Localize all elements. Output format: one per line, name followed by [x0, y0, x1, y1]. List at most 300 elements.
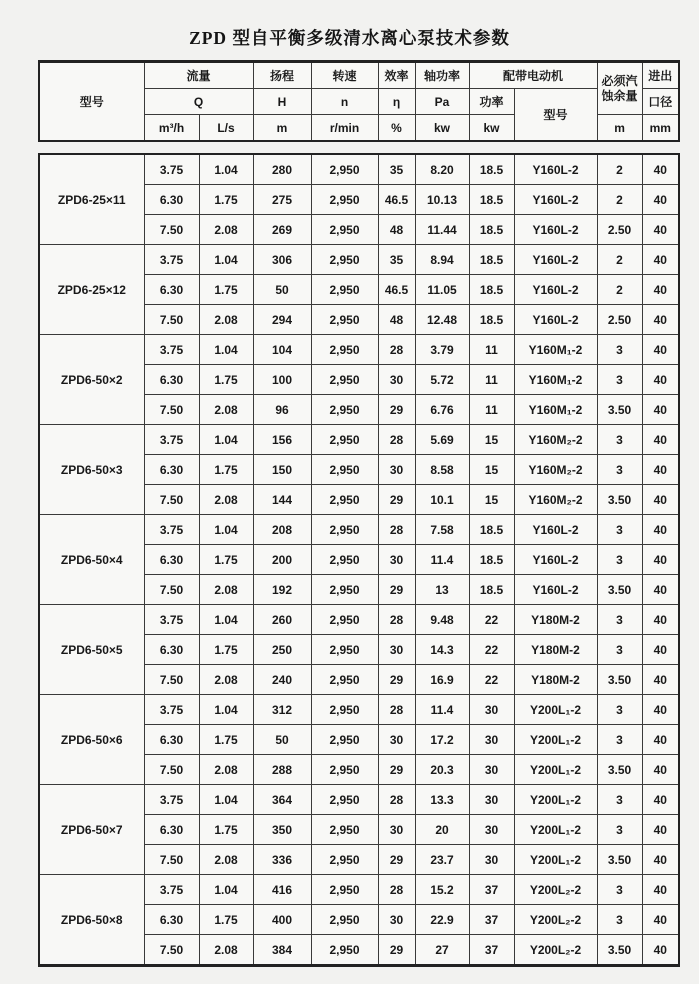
header-table [38, 60, 680, 142]
col-header-flow-symbol: Q [144, 89, 253, 115]
cell-npsh: 2 [597, 154, 642, 185]
cell-motor-model: Y180M-2 [514, 635, 597, 665]
cell-port-diameter: 40 [642, 605, 679, 635]
cell-shaft-power: 14.3 [415, 635, 469, 665]
cell-motor-power: 15 [469, 425, 514, 455]
cell-head-m: 416 [253, 875, 311, 905]
cell-head-m: 384 [253, 935, 311, 966]
cell-efficiency: 29 [378, 395, 415, 425]
cell-flow-ls: 1.04 [199, 875, 253, 905]
cell-npsh: 3 [597, 365, 642, 395]
cell-flow-ls: 1.75 [199, 455, 253, 485]
page-title: ZPD 型自平衡多级清水离心泵技术参数 [189, 28, 510, 48]
cell-shaft-power: 16.9 [415, 665, 469, 695]
cell-motor-model: Y160L-2 [514, 245, 597, 275]
cell-motor-power: 30 [469, 755, 514, 785]
cell-motor-power: 37 [469, 875, 514, 905]
cell-flow-ls: 1.04 [199, 154, 253, 185]
cell-speed: 2,950 [311, 275, 378, 305]
cell-motor-power: 37 [469, 935, 514, 966]
cell-shaft-power: 11.05 [415, 275, 469, 305]
cell-shaft-power: 8.20 [415, 154, 469, 185]
cell-motor-power: 11 [469, 365, 514, 395]
cell-flow-ls: 1.04 [199, 425, 253, 455]
cell-flow-ls: 2.08 [199, 755, 253, 785]
unit-shaft-power: kw [415, 115, 469, 142]
pump-model: ZPD6-50×6 [39, 695, 144, 785]
pump-row [39, 335, 679, 365]
cell-motor-power: 18.5 [469, 245, 514, 275]
cell-head-m: 336 [253, 845, 311, 875]
col-header-port-line1: 进出 [642, 62, 679, 89]
cell-npsh: 3.50 [597, 485, 642, 515]
cell-speed: 2,950 [311, 154, 378, 185]
cell-flow-m3h: 7.50 [144, 755, 199, 785]
cell-flow-m3h: 7.50 [144, 395, 199, 425]
cell-motor-model: Y200L₁-2 [514, 845, 597, 875]
cell-port-diameter: 40 [642, 575, 679, 605]
cell-motor-power: 15 [469, 455, 514, 485]
cell-port-diameter: 40 [642, 545, 679, 575]
cell-shaft-power: 11.4 [415, 695, 469, 725]
cell-efficiency: 29 [378, 845, 415, 875]
cell-flow-m3h: 6.30 [144, 275, 199, 305]
cell-efficiency: 30 [378, 725, 415, 755]
cell-speed: 2,950 [311, 725, 378, 755]
npsh-label-line2: 蚀余量 [601, 88, 638, 103]
cell-motor-model: Y180M-2 [514, 605, 597, 635]
cell-port-diameter: 40 [642, 725, 679, 755]
cell-speed: 2,950 [311, 785, 378, 815]
cell-shaft-power: 10.13 [415, 185, 469, 215]
cell-flow-m3h: 3.75 [144, 515, 199, 545]
cell-port-diameter: 40 [642, 635, 679, 665]
cell-npsh: 3.50 [597, 935, 642, 966]
cell-motor-power: 18.5 [469, 154, 514, 185]
cell-flow-m3h: 3.75 [144, 425, 199, 455]
cell-head-m: 144 [253, 485, 311, 515]
col-header-npsh [597, 62, 642, 115]
cell-npsh: 3 [597, 515, 642, 545]
cell-motor-model: Y160L-2 [514, 154, 597, 185]
cell-npsh: 2 [597, 275, 642, 305]
pump-row [39, 425, 679, 455]
cell-efficiency: 28 [378, 695, 415, 725]
cell-flow-m3h: 6.30 [144, 815, 199, 845]
cell-speed: 2,950 [311, 185, 378, 215]
cell-shaft-power: 11.4 [415, 545, 469, 575]
cell-speed: 2,950 [311, 935, 378, 966]
cell-efficiency: 30 [378, 635, 415, 665]
cell-flow-m3h: 3.75 [144, 785, 199, 815]
cell-flow-ls: 1.04 [199, 335, 253, 365]
pump-model: ZPD6-50×5 [39, 605, 144, 695]
cell-flow-m3h: 7.50 [144, 935, 199, 966]
col-header-flow: 流量 [144, 62, 253, 89]
cell-head-m: 100 [253, 365, 311, 395]
pump-row [39, 605, 679, 635]
cell-efficiency: 30 [378, 365, 415, 395]
cell-speed: 2,950 [311, 215, 378, 245]
cell-motor-power: 37 [469, 905, 514, 935]
cell-port-diameter: 40 [642, 665, 679, 695]
cell-port-diameter: 40 [642, 845, 679, 875]
cell-shaft-power: 23.7 [415, 845, 469, 875]
pump-row [39, 785, 679, 815]
cell-motor-model: Y160L-2 [514, 185, 597, 215]
cell-speed: 2,950 [311, 365, 378, 395]
cell-flow-m3h: 3.75 [144, 875, 199, 905]
cell-efficiency: 28 [378, 515, 415, 545]
cell-efficiency: 28 [378, 785, 415, 815]
cell-efficiency: 30 [378, 815, 415, 845]
cell-head-m: 364 [253, 785, 311, 815]
cell-head-m: 208 [253, 515, 311, 545]
cell-efficiency: 29 [378, 575, 415, 605]
cell-efficiency: 29 [378, 665, 415, 695]
cell-npsh: 3.50 [597, 845, 642, 875]
cell-flow-ls: 2.08 [199, 935, 253, 966]
cell-flow-ls: 1.75 [199, 185, 253, 215]
cell-port-diameter: 40 [642, 425, 679, 455]
cell-motor-power: 15 [469, 485, 514, 515]
cell-flow-ls: 2.08 [199, 305, 253, 335]
cell-npsh: 3 [597, 815, 642, 845]
cell-flow-ls: 2.08 [199, 665, 253, 695]
cell-head-m: 240 [253, 665, 311, 695]
cell-efficiency: 46.5 [378, 185, 415, 215]
cell-npsh: 3 [597, 725, 642, 755]
pump-data-table [38, 153, 680, 967]
cell-speed: 2,950 [311, 545, 378, 575]
cell-motor-power: 22 [469, 665, 514, 695]
cell-npsh: 3.50 [597, 575, 642, 605]
cell-port-diameter: 40 [642, 935, 679, 966]
cell-speed: 2,950 [311, 575, 378, 605]
cell-motor-model: Y200L₁-2 [514, 785, 597, 815]
cell-npsh: 2.50 [597, 305, 642, 335]
cell-motor-power: 30 [469, 695, 514, 725]
col-header-port-line2: 口径 [642, 89, 679, 115]
cell-speed: 2,950 [311, 815, 378, 845]
cell-efficiency: 28 [378, 425, 415, 455]
cell-npsh: 3 [597, 875, 642, 905]
cell-shaft-power: 3.79 [415, 335, 469, 365]
col-header-shaft-power: 轴功率 [415, 62, 469, 89]
cell-head-m: 50 [253, 725, 311, 755]
cell-motor-model: Y200L₁-2 [514, 695, 597, 725]
cell-shaft-power: 11.44 [415, 215, 469, 245]
cell-motor-power: 18.5 [469, 215, 514, 245]
cell-motor-power: 18.5 [469, 575, 514, 605]
pump-row [39, 154, 679, 185]
cell-npsh: 3.50 [597, 755, 642, 785]
cell-shaft-power: 5.72 [415, 365, 469, 395]
cell-shaft-power: 17.2 [415, 725, 469, 755]
cell-motor-model: Y160L-2 [514, 275, 597, 305]
col-header-motor-power: 功率 [469, 89, 514, 115]
cell-efficiency: 30 [378, 455, 415, 485]
cell-motor-model: Y160M₂-2 [514, 455, 597, 485]
cell-npsh: 3 [597, 905, 642, 935]
unit-port: mm [642, 115, 679, 142]
cell-motor-model: Y160M₂-2 [514, 425, 597, 455]
cell-npsh: 3 [597, 695, 642, 725]
cell-motor-model: Y160L-2 [514, 515, 597, 545]
pump-model: ZPD6-25×12 [39, 245, 144, 335]
pump-row [39, 875, 679, 905]
cell-shaft-power: 8.94 [415, 245, 469, 275]
cell-flow-m3h: 3.75 [144, 335, 199, 365]
cell-head-m: 400 [253, 905, 311, 935]
pump-table-body [39, 154, 679, 966]
cell-motor-model: Y160M₂-2 [514, 485, 597, 515]
col-header-head: 扬程 [253, 62, 311, 89]
cell-port-diameter: 40 [642, 875, 679, 905]
cell-speed: 2,950 [311, 335, 378, 365]
cell-flow-m3h: 7.50 [144, 485, 199, 515]
cell-flow-ls: 1.75 [199, 725, 253, 755]
col-header-motor-model: 型号 [514, 89, 597, 142]
cell-flow-m3h: 6.30 [144, 725, 199, 755]
cell-flow-ls: 1.04 [199, 515, 253, 545]
cell-motor-power: 30 [469, 785, 514, 815]
cell-shaft-power: 9.48 [415, 605, 469, 635]
pump-row [39, 695, 679, 725]
cell-port-diameter: 40 [642, 485, 679, 515]
cell-head-m: 350 [253, 815, 311, 845]
unit-efficiency: % [378, 115, 415, 142]
cell-shaft-power: 15.2 [415, 875, 469, 905]
cell-motor-power: 11 [469, 395, 514, 425]
col-header-speed-symbol: n [311, 89, 378, 115]
cell-motor-power: 22 [469, 635, 514, 665]
cell-speed: 2,950 [311, 695, 378, 725]
cell-port-diameter: 40 [642, 185, 679, 215]
cell-flow-m3h: 3.75 [144, 154, 199, 185]
cell-npsh: 3 [597, 545, 642, 575]
cell-speed: 2,950 [311, 605, 378, 635]
cell-head-m: 306 [253, 245, 311, 275]
cell-motor-power: 30 [469, 815, 514, 845]
cell-speed: 2,950 [311, 905, 378, 935]
cell-npsh: 3.50 [597, 665, 642, 695]
cell-head-m: 156 [253, 425, 311, 455]
cell-flow-m3h: 6.30 [144, 185, 199, 215]
cell-head-m: 104 [253, 335, 311, 365]
cell-shaft-power: 20.3 [415, 755, 469, 785]
cell-shaft-power: 8.58 [415, 455, 469, 485]
cell-head-m: 294 [253, 305, 311, 335]
unit-npsh: m [597, 115, 642, 142]
cell-flow-m3h: 7.50 [144, 845, 199, 875]
cell-motor-model: Y200L₁-2 [514, 725, 597, 755]
cell-npsh: 3 [597, 605, 642, 635]
cell-motor-model: Y180M-2 [514, 665, 597, 695]
header-row-1 [39, 62, 679, 89]
cell-efficiency: 35 [378, 245, 415, 275]
cell-head-m: 150 [253, 455, 311, 485]
pump-row [39, 245, 679, 275]
cell-npsh: 3.50 [597, 395, 642, 425]
pump-model: ZPD6-25×11 [39, 154, 144, 245]
cell-flow-ls: 1.75 [199, 365, 253, 395]
cell-port-diameter: 40 [642, 335, 679, 365]
cell-flow-ls: 1.75 [199, 275, 253, 305]
pump-model: ZPD6-50×2 [39, 335, 144, 425]
col-header-motor: 配带电动机 [469, 62, 597, 89]
cell-speed: 2,950 [311, 455, 378, 485]
cell-efficiency: 35 [378, 154, 415, 185]
unit-flow-ls: L/s [199, 115, 253, 142]
cell-flow-m3h: 3.75 [144, 245, 199, 275]
cell-flow-m3h: 3.75 [144, 695, 199, 725]
cell-port-diameter: 40 [642, 305, 679, 335]
cell-flow-ls: 1.04 [199, 605, 253, 635]
cell-flow-ls: 2.08 [199, 215, 253, 245]
cell-port-diameter: 40 [642, 815, 679, 845]
cell-motor-power: 18.5 [469, 185, 514, 215]
cell-flow-ls: 2.08 [199, 845, 253, 875]
cell-flow-m3h: 7.50 [144, 575, 199, 605]
pump-model: ZPD6-50×7 [39, 785, 144, 875]
cell-speed: 2,950 [311, 665, 378, 695]
cell-flow-m3h: 6.30 [144, 455, 199, 485]
unit-speed: r/min [311, 115, 378, 142]
cell-flow-ls: 1.04 [199, 695, 253, 725]
cell-efficiency: 28 [378, 605, 415, 635]
cell-motor-model: Y160M₁-2 [514, 335, 597, 365]
cell-motor-power: 18.5 [469, 515, 514, 545]
cell-motor-power: 11 [469, 335, 514, 365]
cell-npsh: 2 [597, 185, 642, 215]
cell-motor-model: Y200L₁-2 [514, 755, 597, 785]
cell-motor-model: Y200L₂-2 [514, 935, 597, 966]
cell-port-diameter: 40 [642, 245, 679, 275]
cell-head-m: 96 [253, 395, 311, 425]
cell-shaft-power: 20 [415, 815, 469, 845]
cell-flow-m3h: 7.50 [144, 215, 199, 245]
cell-motor-model: Y160L-2 [514, 305, 597, 335]
cell-npsh: 3 [597, 425, 642, 455]
cell-speed: 2,950 [311, 305, 378, 335]
cell-port-diameter: 40 [642, 395, 679, 425]
cell-flow-m3h: 7.50 [144, 305, 199, 335]
cell-npsh: 3 [597, 455, 642, 485]
cell-efficiency: 30 [378, 905, 415, 935]
cell-npsh: 2.50 [597, 215, 642, 245]
cell-flow-ls: 1.04 [199, 785, 253, 815]
col-header-shaft-power-symbol: Pa [415, 89, 469, 115]
pump-model: ZPD6-50×3 [39, 425, 144, 515]
cell-flow-ls: 2.08 [199, 575, 253, 605]
cell-efficiency: 28 [378, 875, 415, 905]
cell-speed: 2,950 [311, 755, 378, 785]
cell-flow-ls: 1.75 [199, 635, 253, 665]
pump-model: ZPD6-50×4 [39, 515, 144, 605]
cell-port-diameter: 40 [642, 154, 679, 185]
cell-flow-m3h: 6.30 [144, 635, 199, 665]
cell-flow-ls: 1.04 [199, 245, 253, 275]
unit-flow-m3h: m³/h [144, 115, 199, 142]
cell-flow-ls: 1.75 [199, 815, 253, 845]
npsh-label-line1: 必须汽 [601, 73, 638, 88]
cell-head-m: 250 [253, 635, 311, 665]
cell-efficiency: 29 [378, 755, 415, 785]
cell-port-diameter: 40 [642, 905, 679, 935]
cell-npsh: 2 [597, 245, 642, 275]
pump-model: ZPD6-50×8 [39, 875, 144, 966]
cell-speed: 2,950 [311, 485, 378, 515]
cell-port-diameter: 40 [642, 275, 679, 305]
cell-port-diameter: 40 [642, 785, 679, 815]
cell-speed: 2,950 [311, 635, 378, 665]
cell-motor-power: 22 [469, 605, 514, 635]
cell-head-m: 269 [253, 215, 311, 245]
pump-row [39, 515, 679, 545]
cell-head-m: 200 [253, 545, 311, 575]
cell-flow-ls: 1.75 [199, 545, 253, 575]
cell-flow-m3h: 6.30 [144, 545, 199, 575]
cell-port-diameter: 40 [642, 365, 679, 395]
cell-shaft-power: 7.58 [415, 515, 469, 545]
cell-shaft-power: 5.69 [415, 425, 469, 455]
cell-motor-model: Y200L₁-2 [514, 815, 597, 845]
cell-shaft-power: 6.76 [415, 395, 469, 425]
table-area [0, 60, 699, 967]
cell-port-diameter: 40 [642, 515, 679, 545]
cell-speed: 2,950 [311, 395, 378, 425]
cell-flow-ls: 2.08 [199, 395, 253, 425]
cell-head-m: 275 [253, 185, 311, 215]
cell-flow-m3h: 6.30 [144, 365, 199, 395]
col-header-efficiency-symbol: η [378, 89, 415, 115]
cell-efficiency: 48 [378, 305, 415, 335]
cell-motor-model: Y160L-2 [514, 545, 597, 575]
cell-flow-m3h: 6.30 [144, 905, 199, 935]
cell-shaft-power: 12.48 [415, 305, 469, 335]
cell-motor-model: Y160L-2 [514, 215, 597, 245]
cell-npsh: 3 [597, 785, 642, 815]
cell-shaft-power: 10.1 [415, 485, 469, 515]
cell-head-m: 260 [253, 605, 311, 635]
cell-motor-model: Y160L-2 [514, 575, 597, 605]
cell-port-diameter: 40 [642, 755, 679, 785]
cell-head-m: 288 [253, 755, 311, 785]
cell-motor-power: 18.5 [469, 545, 514, 575]
cell-head-m: 312 [253, 695, 311, 725]
col-header-head-symbol: H [253, 89, 311, 115]
cell-efficiency: 30 [378, 545, 415, 575]
cell-motor-power: 30 [469, 845, 514, 875]
cell-speed: 2,950 [311, 875, 378, 905]
cell-motor-model: Y160M₁-2 [514, 395, 597, 425]
cell-shaft-power: 13 [415, 575, 469, 605]
cell-motor-power: 18.5 [469, 275, 514, 305]
col-header-efficiency: 效率 [378, 62, 415, 89]
cell-head-m: 192 [253, 575, 311, 605]
cell-flow-m3h: 3.75 [144, 605, 199, 635]
cell-shaft-power: 13.3 [415, 785, 469, 815]
cell-flow-m3h: 7.50 [144, 665, 199, 695]
cell-head-m: 280 [253, 154, 311, 185]
cell-speed: 2,950 [311, 845, 378, 875]
cell-motor-model: Y200L₂-2 [514, 905, 597, 935]
cell-efficiency: 29 [378, 485, 415, 515]
cell-motor-model: Y160M₁-2 [514, 365, 597, 395]
cell-port-diameter: 40 [642, 695, 679, 725]
cell-port-diameter: 40 [642, 455, 679, 485]
